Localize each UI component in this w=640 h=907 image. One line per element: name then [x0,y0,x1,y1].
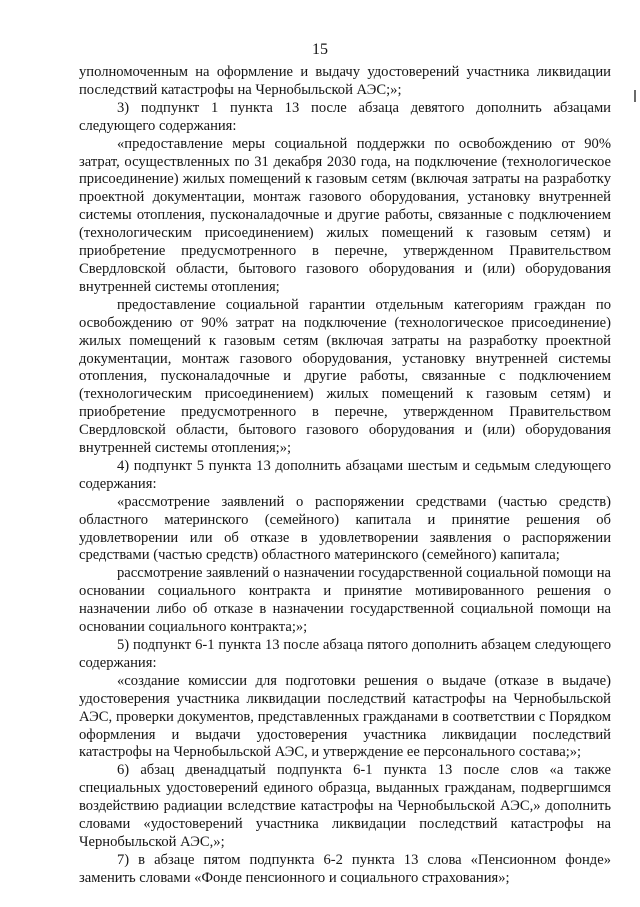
margin-mark [634,90,636,102]
paragraph: уполномоченным на оформление и выдачу удостоверений участника ликвидации последствий катастрофы на Чернобыльской АЭС;»; [79,64,611,98]
paragraph: «рассмотрение заявлений о распоряжении средствами (частью средств) областного материнского (семейного) капитала и принятие решения об удовлетворении или об отказе в удовлетворении заявления о распоряжении средствами (частью средств) областного материнского (семейного) капитала; [79,493,611,564]
paragraph: 4) подпункт 5 пункта 13 дополнить абзацами шестым и седьмым следующего содержания: [79,457,611,492]
document-body [79,64,611,888]
paragraph: 3) подпункт 1 пункта 13 после абзаца девятого дополнить абзацами следующего содержания: [79,99,611,134]
paragraph: 7) в абзаце пятом подпункта 6-2 пункта 13 слова «Пенсионном фонде» заменить словами «Фонде пенсионного и социального страхования»; [79,851,611,886]
paragraph: предоставление социальной гарантии отдельным категориям граждан по освобождению от 90% затрат на подключение (технологическое присоединение) жилых помещений к газовым сетям (включая затраты на разработку проектной документации, монтаж газового оборудования, установку внутренней системы отопления, пусконаладочные и другие работы, связанные с подключением (технологическим присоединением) жилых помещений к газовым сетям) и приобретение предусмотренного в перечне, утвержденном Правительством Свердловской области, бытового газового оборудования и (или) оборудования внутренней системы отопления;»; [79,296,611,457]
paragraph: 5) подпункт 6-1 пункта 13 после абзаца пятого дополнить абзацем следующего содержания: [79,637,611,671]
paragraph: рассмотрение заявлений о назначении государственной социальной помощи на основании социального контракта и принятие мотивированного решения о назначении либо об отказе в назначении государственной социальной помощи на основании социального контракта;»; [79,565,611,636]
page-number: 15 [312,41,328,58]
paragraph: 6) абзац двенадцатый подпункта 6-1 пункта 13 после слов «а также специальных удостоверений единого образца, выданных гражданам, подвергшимся воздействию радиации вследствие катастрофы на Чернобыльской АЭС,» дополнить словами «удостоверений участника ликвидации последствий катастрофы на Чернобыльской АЭС,»; [79,762,611,850]
paragraph: «предоставление меры социальной поддержки по освобождению от 90% затрат, осуществленных по 31 декабря 2030 года, на подключение (технологическое присоединение) жилых помещений к газовым сетям (включая затраты на разработку проектной документации, монтаж газового оборудования, установку внутренней системы отопления, пусконаладочные и другие работы, связанные с подключением (технологическим присоединением) жилых помещений к газовым сетям) и приобретение предусмотренного в перечне, утвержденном Правительством Свердловской области, бытового газового оборудования и (или) оборудования внутренней системы отопления; [79,135,611,295]
paragraph: «создание комиссии для подготовки решения о выдаче (отказе в выдаче) удостоверения участника ликвидации последствий катастрофы на Чернобыльской АЭС, проверки документов, представленных гражданами в соответствии с Порядком оформления и выдачи удостоверения участника ликвидации последствий катастрофы на Чернобыльской АЭС, и утверждение ее персонального состава;»; [79,672,611,761]
